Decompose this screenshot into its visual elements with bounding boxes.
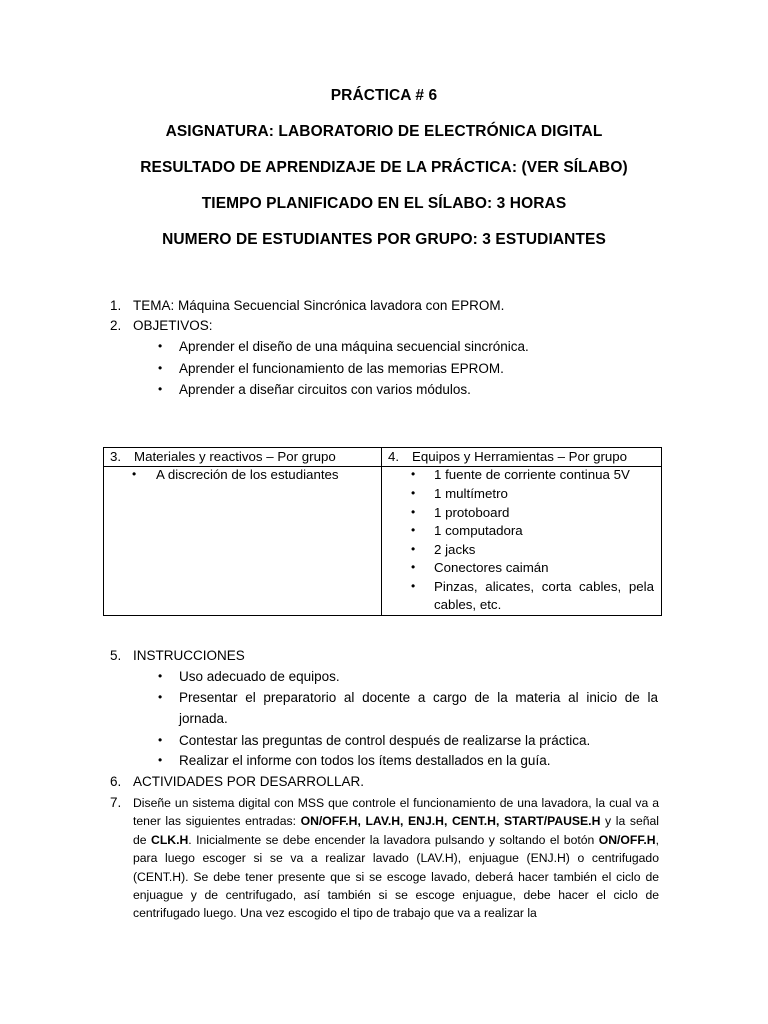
bullet-icon: • xyxy=(411,560,416,574)
section-number: 2. xyxy=(110,318,122,333)
objective-item: Aprender a diseñar circuitos con varios módulos. xyxy=(179,382,471,397)
equipment-item: 2 jacks xyxy=(434,542,476,557)
equipment-title: Equipos y Herramientas – Por grupo xyxy=(412,449,628,464)
bullet-icon: • xyxy=(158,753,163,767)
section-number: 1. xyxy=(110,298,122,313)
equipment-item: 1 fuente de corriente continua 5V xyxy=(434,467,630,482)
section-number: 6. xyxy=(110,774,122,789)
instruction-item: Realizar el informe con todos los ítems destallados en la guía. xyxy=(179,753,551,768)
instructions-heading: INSTRUCCIONES xyxy=(133,648,245,663)
students-per-group-heading: NUMERO DE ESTUDIANTES POR GRUPO: 3 ESTUDIANTES xyxy=(162,231,606,248)
learning-outcome-heading: RESULTADO DE APRENDIZAJE DE LA PRÁCTICA: (VER SÍLABO) xyxy=(140,159,628,176)
activities-heading: ACTIVIDADES POR DESARROLLAR. xyxy=(133,774,365,789)
subject-heading: ASIGNATURA: LABORATORIO DE ELECTRÓNICA DIGITAL xyxy=(165,123,603,140)
section-number: 3. xyxy=(110,449,122,464)
planned-time-heading: TIEMPO PLANIFICADO EN EL SÍLABO: 3 HORAS xyxy=(201,195,567,212)
bullet-icon: • xyxy=(158,382,163,396)
bullet-icon: • xyxy=(158,361,163,375)
objective-item: Aprender el funcionamiento de las memorias EPROM. xyxy=(179,361,504,376)
section-number: 7. xyxy=(110,795,122,810)
equipment-item-continued: cables, etc. xyxy=(434,597,502,612)
paragraph-text: y la señal de xyxy=(133,814,659,847)
activity-description xyxy=(133,794,659,923)
bullet-icon: • xyxy=(411,523,416,537)
equipment-item: Conectores caimán xyxy=(434,560,549,575)
materials-body-cell xyxy=(104,467,382,616)
objectives-heading: OBJETIVOS: xyxy=(133,318,213,333)
materials-equipment-table xyxy=(103,447,662,616)
instruction-item: Uso adecuado de equipos. xyxy=(179,669,340,684)
instruction-item: Presentar el preparatorio al docente a cargo de la materia al inicio de la xyxy=(179,690,658,705)
equipment-header-cell xyxy=(382,448,662,467)
section-number: 4. xyxy=(388,449,400,464)
paragraph-text: , para luego escoger si se va a realizar lavado (LAV.H), enjuague (ENJ.H) o centrifugado (CENT.H). Se debe tener presente que si se escoge lavado, deberá hacer también el ciclo de enjuague y de centrifugado, así también si se escoge enjuague, debe hacer el ciclo de centrifugado luego. Una vez escogido el tipo de trabajo que va a realizar la xyxy=(133,832,659,921)
bullet-icon: • xyxy=(411,505,416,519)
equipment-item: 1 protoboard xyxy=(434,505,510,520)
bullet-icon: • xyxy=(158,690,163,704)
material-item: A discreción de los estudiantes xyxy=(156,467,339,482)
equipment-item: 1 computadora xyxy=(434,523,523,538)
topic-line: TEMA: Máquina Secuencial Sincrónica lavadora con EPROM. xyxy=(133,298,505,313)
bullet-icon: • xyxy=(411,542,416,556)
clock-signal: CLK.H xyxy=(151,832,189,847)
onoff-signal: ON/OFF.H xyxy=(598,832,656,847)
bullet-icon: • xyxy=(158,669,163,683)
bullet-icon: • xyxy=(158,733,163,747)
equipment-item: Pinzas, alicates, corta cables, pela xyxy=(434,579,654,594)
instruction-item: Contestar las preguntas de control después de realizarse la práctica. xyxy=(179,733,591,748)
instruction-item-continued: jornada. xyxy=(179,711,228,726)
materials-header-cell xyxy=(104,448,382,467)
materials-title: Materiales y reactivos – Por grupo xyxy=(134,449,336,464)
input-signals: ON/OFF.H, LAV.H, ENJ.H, CENT.H, START/PAUSE.H xyxy=(300,814,601,829)
equipment-body-cell xyxy=(382,467,662,616)
bullet-icon: • xyxy=(158,339,163,353)
bullet-icon: • xyxy=(411,467,416,481)
paragraph-text: . Inicialmente se debe encender la lavadora pulsando y soltando el botón xyxy=(188,832,599,847)
objective-item: Aprender el diseño de una máquina secuencial sincrónica. xyxy=(179,339,529,354)
section-number: 5. xyxy=(110,648,122,663)
practice-title: PRÁCTICA # 6 xyxy=(330,87,438,104)
equipment-item: 1 multímetro xyxy=(434,486,508,501)
paragraph-text: Diseñe un sistema digital con MSS que controle el funcionamiento de una lavadora, la cual va a tener las siguientes entradas: xyxy=(133,796,659,829)
bullet-icon: • xyxy=(132,467,137,481)
bullet-icon: • xyxy=(411,579,416,593)
bullet-icon: • xyxy=(411,486,416,500)
